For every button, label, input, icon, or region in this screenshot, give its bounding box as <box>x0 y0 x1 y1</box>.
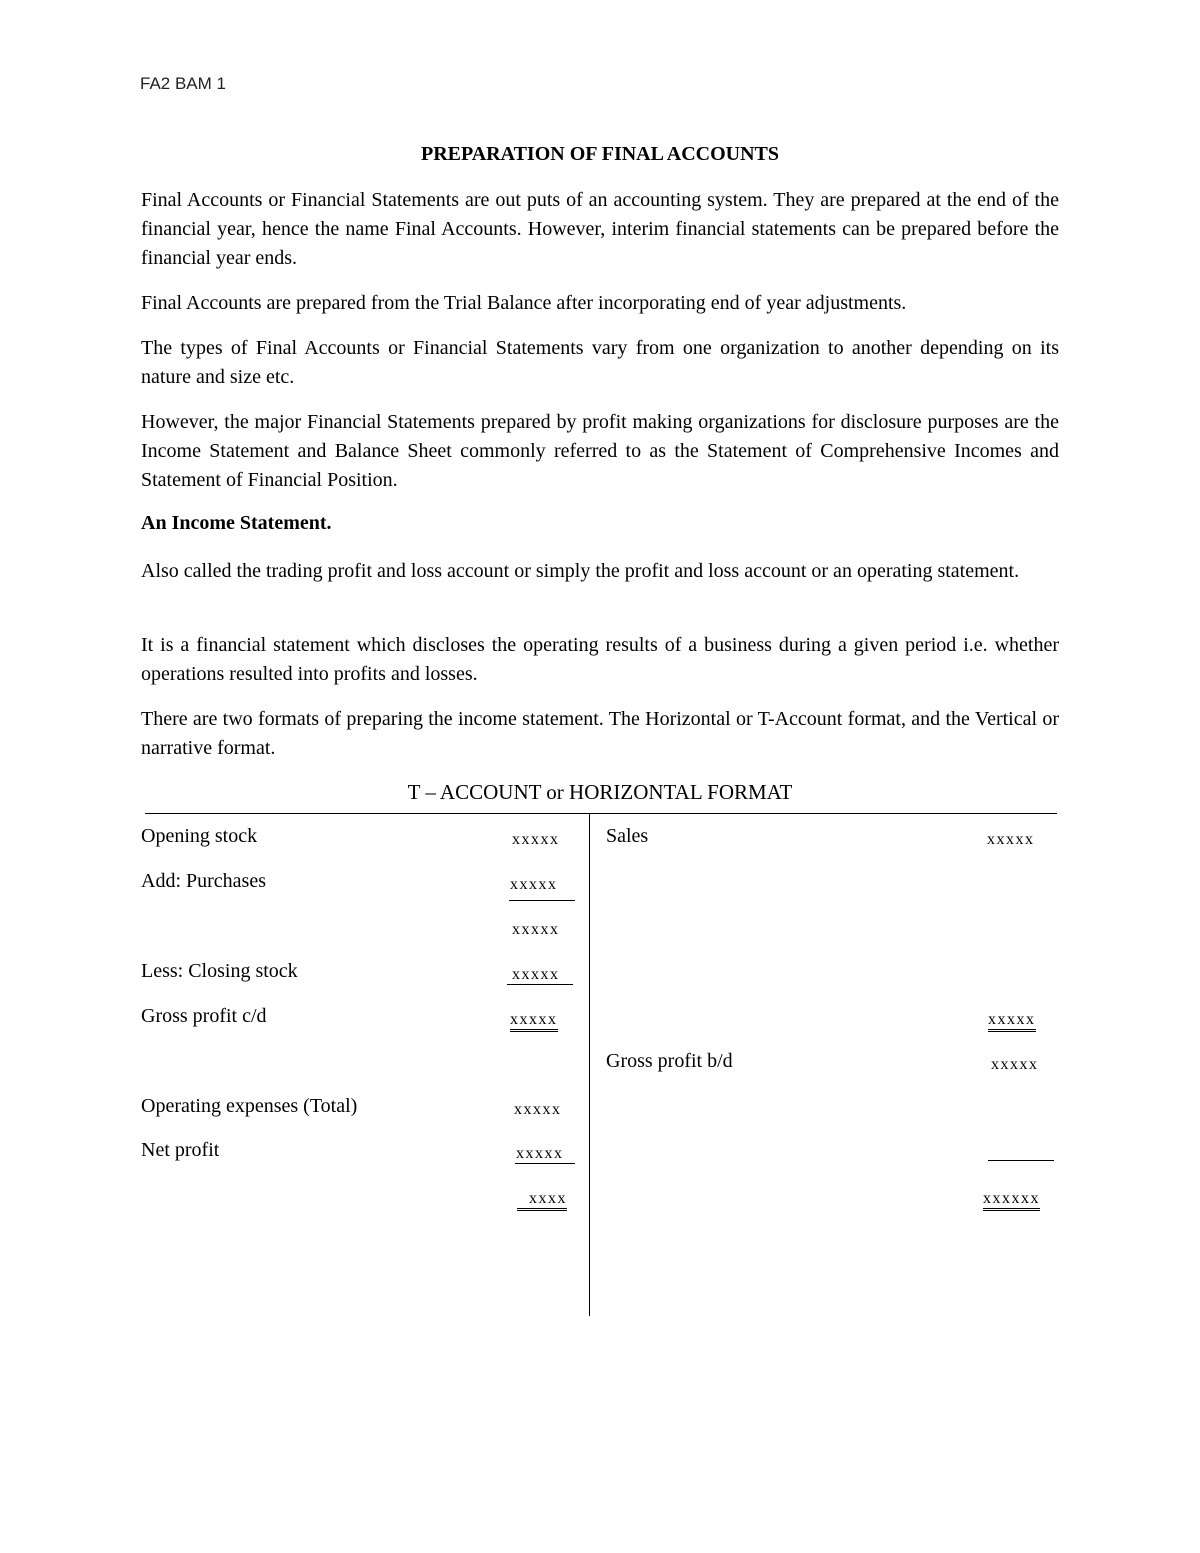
amount-trading-total: xxxxx <box>988 1011 1036 1032</box>
amount-gross-profit-cd: xxxxx <box>510 1011 558 1032</box>
amount-subtotal: xxxxx <box>512 921 560 938</box>
amount-left-total: xxxx <box>517 1190 567 1211</box>
amount-net-profit: xxxxx <box>516 1145 564 1162</box>
amount-gross-profit-bd: xxxxx <box>991 1056 1039 1073</box>
t-account-title: T – ACCOUNT or HORIZONTAL FORMAT <box>407 780 793 804</box>
label-gross-profit-cd: Gross profit c/d <box>141 1005 267 1027</box>
amount-opening-stock: xxxxx <box>512 831 560 848</box>
label-add-purchases: Add: Purchases <box>141 870 266 892</box>
label-operating-expenses: Operating expenses (Total) <box>141 1095 358 1117</box>
subheading-income-statement: An Income Statement. <box>141 512 332 534</box>
amount-add-purchases: xxxxx <box>510 876 558 893</box>
paragraph-also-called: Also called the trading profit and loss account or simply the profit and loss account or an operating statement. <box>141 560 1020 582</box>
amount-less-closing-stock: xxxxx <box>512 966 560 983</box>
amount-sales: xxxxx <box>987 831 1035 848</box>
paragraph-types: The types of Final Accounts or Financial Statements vary from one organization to another depending on its nature and size etc. <box>141 337 1059 388</box>
label-net-profit: Net profit <box>141 1139 220 1161</box>
paragraph-major-statements: However, the major Financial Statements prepared by profit making organizations for disclosure purposes are the Income Statement and Balance Sheet commonly referred to as the Statement of Comprehensive Incomes and Statement of Financial Position. <box>141 411 1059 491</box>
subtotal-rule <box>509 900 575 901</box>
label-sales: Sales <box>606 825 649 847</box>
paragraph-trial-balance: Final Accounts are prepared from the Trial Balance after incorporating end of year adjustments. <box>141 292 907 314</box>
paragraph-intro: Final Accounts or Financial Statements are out puts of an accounting system. They are prepared at the end of the financial year, hence the name Final Accounts. However, interim financial statements can be prepared before the financial year ends. <box>141 189 1059 269</box>
closing-stock-rule <box>507 984 573 985</box>
label-less-closing-stock: Less: Closing stock <box>141 960 298 982</box>
t-account-horizontal-rule <box>145 813 1057 814</box>
amount-right-total: xxxxxx <box>983 1190 1040 1211</box>
label-gross-profit-bd: Gross profit b/d <box>606 1050 733 1072</box>
paragraph-formats: There are two formats of preparing the income statement. The Horizontal or T-Account format, and the Vertical or narrative format. <box>141 708 1059 759</box>
document-title: PREPARATION OF FINAL ACCOUNTS <box>421 143 779 165</box>
t-account-vertical-rule <box>589 814 590 1316</box>
page-header: FA2 BAM 1 <box>140 74 226 93</box>
paragraph-definition: It is a financial statement which discloses the operating results of a business during a given period i.e. whether operations resulted into profits and losses. <box>141 634 1059 685</box>
label-opening-stock: Opening stock <box>141 825 258 847</box>
amount-operating-expenses: xxxxx <box>514 1101 562 1118</box>
right-blank-rule <box>988 1160 1054 1161</box>
net-profit-rule <box>515 1163 575 1164</box>
